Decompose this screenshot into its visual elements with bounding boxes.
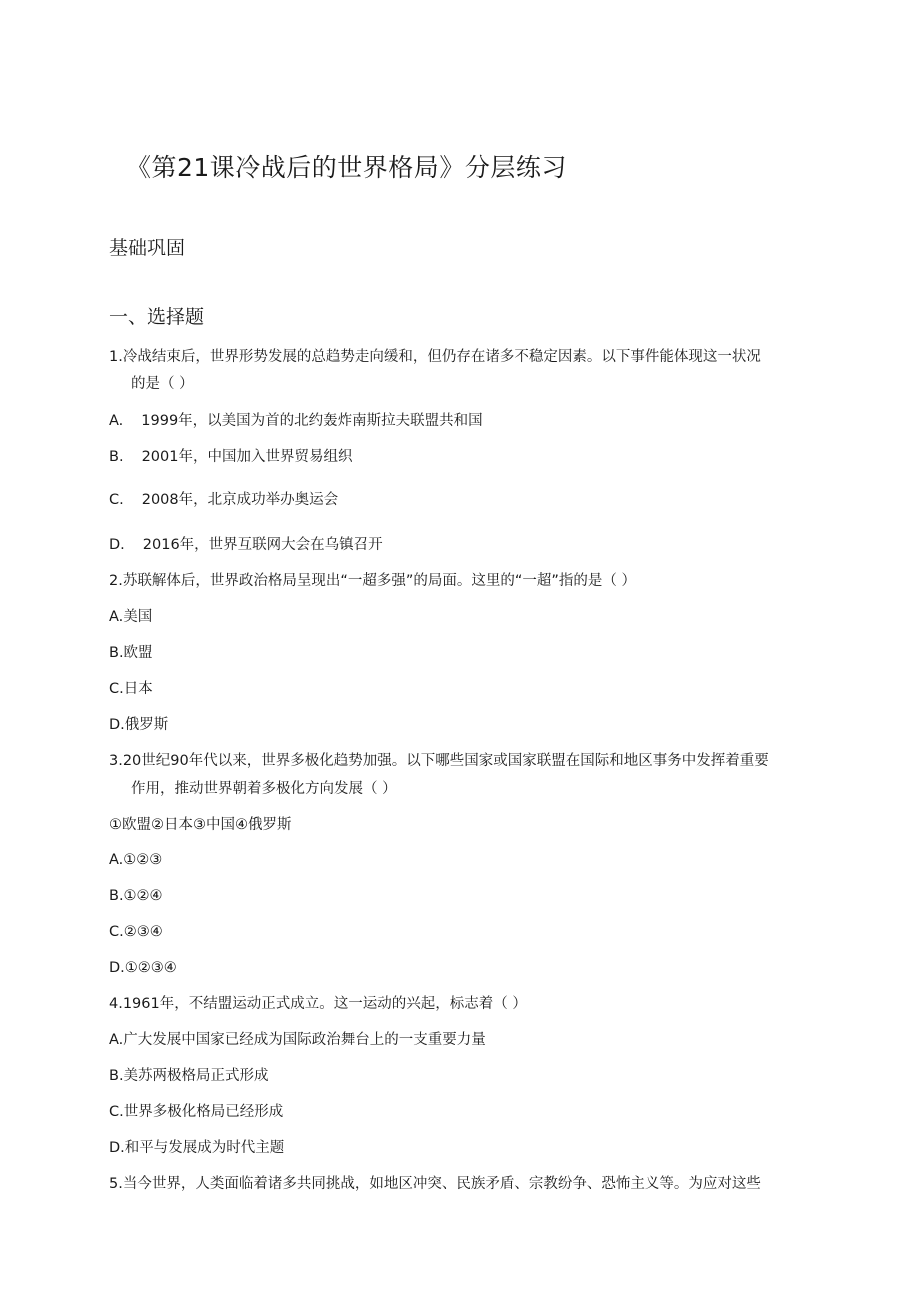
question-3-option-b: B.①②④ — [109, 888, 163, 904]
option-letter: D. — [109, 537, 125, 553]
document-title: 《第21课冷战后的世界格局》分层练习 — [126, 153, 567, 182]
question-3-stem: 3.20世纪90年代以来，世界多极化趋势加强。以下哪些国家或国家联盟在国际和地区事务中发挥着重要 — [109, 753, 769, 769]
question-3-option-d: D.①②③④ — [109, 960, 177, 976]
question-3-option-c: C.②③④ — [109, 924, 163, 940]
option-letter: C. — [109, 492, 124, 508]
option-text: 2016年，世界互联网大会在乌镇召开 — [142, 537, 383, 553]
section-heading: 基础巩固 — [109, 237, 186, 259]
question-4-option-a: A.广大发展中国家已经成为国际政治舞台上的一支重要力量 — [109, 1032, 486, 1048]
question-4-option-d: D.和平与发展成为时代主题 — [109, 1140, 285, 1156]
question-4-option-c: C.世界多极化格局已经形成 — [109, 1104, 284, 1120]
question-1-stem-cont: 的是（ ） — [131, 376, 194, 392]
question-4-stem: 4.1961年，不结盟运动正式成立。这一运动的兴起，标志着（ ） — [109, 996, 527, 1012]
option-letter: A. — [109, 413, 124, 429]
option-text: 1999年，以美国为首的北约轰炸南斯拉夫联盟共和国 — [141, 413, 483, 429]
question-2-option-a: A.美国 — [109, 609, 153, 625]
question-1-option-c — [109, 490, 338, 510]
question-1-option-a — [109, 411, 483, 431]
question-2-stem: 2.苏联解体后，世界政治格局呈现出“一超多强”的局面。这里的“一超”指的是（ ） — [109, 573, 636, 589]
question-1-stem: 1.冷战结束后，世界形势发展的总趋势走向缓和，但仍存在诸多不稳定因素。以下事件能体现这一状况 — [109, 349, 761, 365]
option-text: 2008年，北京成功举办奥运会 — [141, 492, 339, 508]
question-1-option-d — [109, 535, 383, 555]
option-letter: B. — [109, 449, 124, 465]
question-5-stem: 5.当今世界，人类面临着诸多共同挑战，如地区冲突、民族矛盾、宗教纷争、恐怖主义等。为应对这些 — [109, 1176, 761, 1192]
question-2-option-c: C.日本 — [109, 681, 153, 697]
question-2-option-b: B.欧盟 — [109, 645, 153, 661]
subsection-heading: 一、选择题 — [109, 306, 205, 328]
question-2-option-d: D.俄罗斯 — [109, 717, 169, 733]
question-3-option-a: A.①②③ — [109, 852, 163, 868]
question-4-option-b: B.美苏两极格局正式形成 — [109, 1068, 269, 1084]
question-3-stem-cont: 作用，推动世界朝着多极化方向发展（ ） — [131, 781, 397, 797]
option-text: 2001年，中国加入世界贸易组织 — [141, 449, 353, 465]
question-1-option-b — [109, 447, 352, 467]
question-3-items: ①欧盟②日本③中国④俄罗斯 — [109, 817, 292, 833]
